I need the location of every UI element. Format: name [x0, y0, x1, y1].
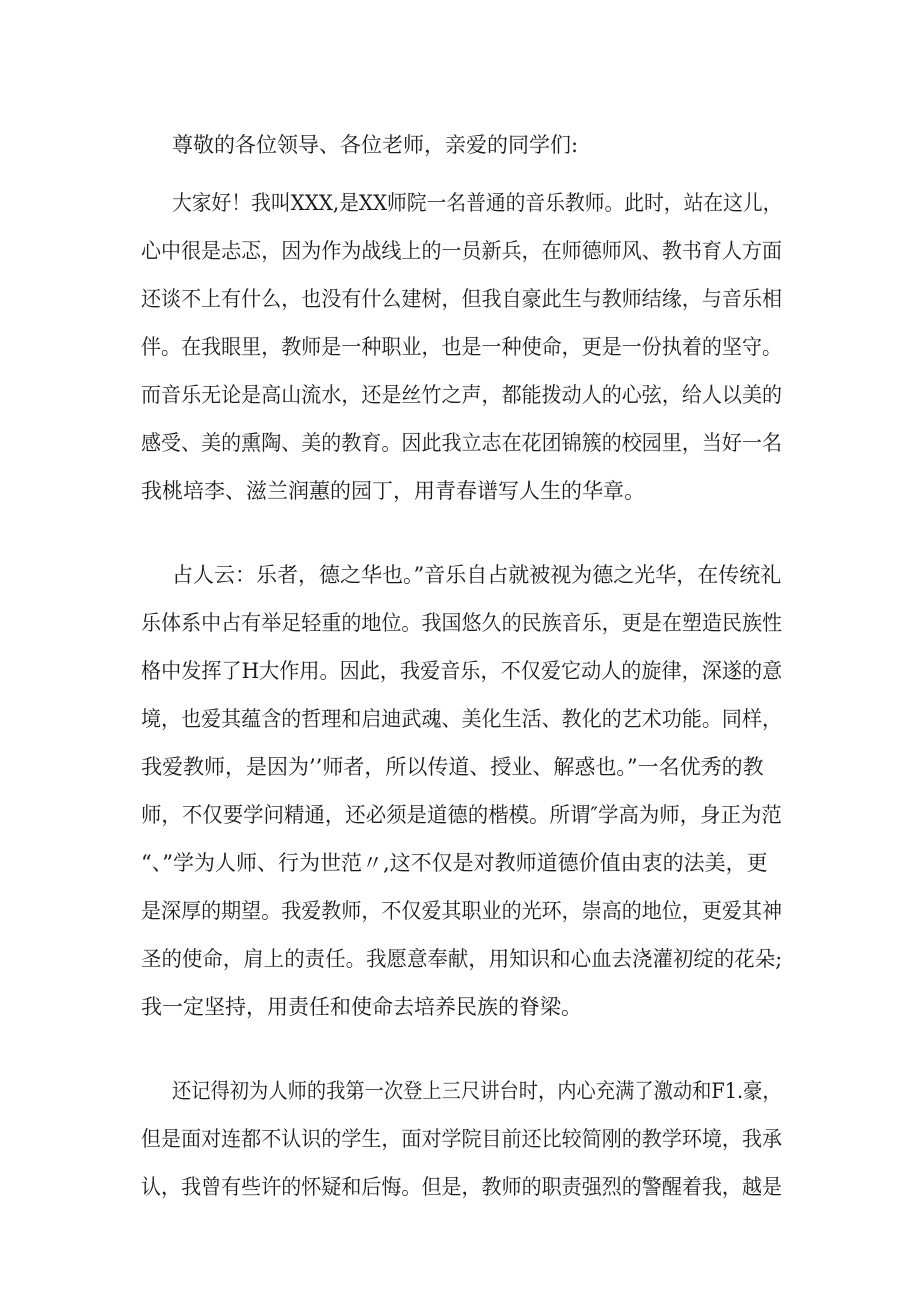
paragraph-1-line-2: 心中很是忐忑，因为作为战线上的一员新兵，在师德师风、教书育人方面	[141, 239, 783, 263]
paragraph-2-line-4: 境，也爱其蕴含的哲理和启迪武魂、美化生活、教化的艺术功能。同样，	[141, 707, 783, 731]
paragraph-2-line-7: “、”学为人师、行为世范〃,这不仅是对教师道德价值由衷的法美，更	[141, 851, 768, 875]
paragraph-2-line-3: 格中发挥了H大作用。因此，我爱音乐，不仅爱它动人的旋律，深遂的意	[141, 659, 783, 683]
paragraph-2-line-5: 我爱教师，是因为’’师者，所以传道、授业、解惑也。”一名优秀的教	[141, 755, 764, 779]
paragraph-3-line-2: 但是面对连都不认识的学生，面对学院目前还比较简刚的教学环境，我承	[141, 1127, 783, 1151]
paragraph-1-line-4: 伴。在我眼里，教师是一种职业，也是一种使命，更是一份执着的坚守。	[141, 335, 783, 359]
paragraph-1-line-1: 大家好！我叫XXX,是XX师院一名普通的音乐教师。此时，站在这儿，	[172, 191, 783, 215]
paragraph-2-line-10: 我一定坚持，用责任和使命去培养民族的脊梁。	[141, 995, 582, 1019]
paragraph-1-line-6: 感受、美的熏陶、美的教育。因此我立志在花团锦簇的校园里，当好一名	[141, 431, 783, 455]
salutation-line: 尊敬的各位领导、各位老师，亲爱的同学们:	[172, 133, 579, 157]
paragraph-1-line-5: 而音乐无论是高山流水，还是丝竹之声，都能拨动人的心弦，给人以美的	[141, 383, 783, 407]
paragraph-3-line-3: 认，我曾有些许的怀疑和后悔。但是，教师的职责强烈的警醒着我，越是	[141, 1175, 783, 1199]
paragraph-1-line-3: 还谈不上有什么，也没有什么建树，但我自豪此生与教师结缘，与音乐相	[141, 287, 783, 311]
paragraph-3-line-1: 还记得初为人师的我第一次登上三尺讲台时，内心充满了激动和F1.豪，	[172, 1079, 782, 1103]
paragraph-2-line-6: 师，不仅要学问精通，还必须是道德的楷模。所谓″学高为师，身正为范	[141, 803, 782, 827]
paragraph-2-line-9: 圣的使命，肩上的责任。我愿意奉献，用知识和心血去浇灌初绽的花朵;	[141, 947, 783, 971]
paragraph-1-line-7: 我桃培李、滋兰润蕙的园丁，用青春谱写人生的华章。	[141, 479, 645, 503]
paragraph-2-line-8: 是深厚的期望。我爱教师，不仅爱其职业的光环，崇高的地位，更爱其神	[141, 899, 783, 923]
paragraph-2-line-2: 乐体系中占有举足轻重的地位。我国悠久的民族音乐，更是在塑造民族性	[141, 611, 783, 635]
paragraph-2-line-1: 占人云：乐者，德之华也。”音乐自占就被视为德之光华，在传统礼	[172, 563, 782, 587]
